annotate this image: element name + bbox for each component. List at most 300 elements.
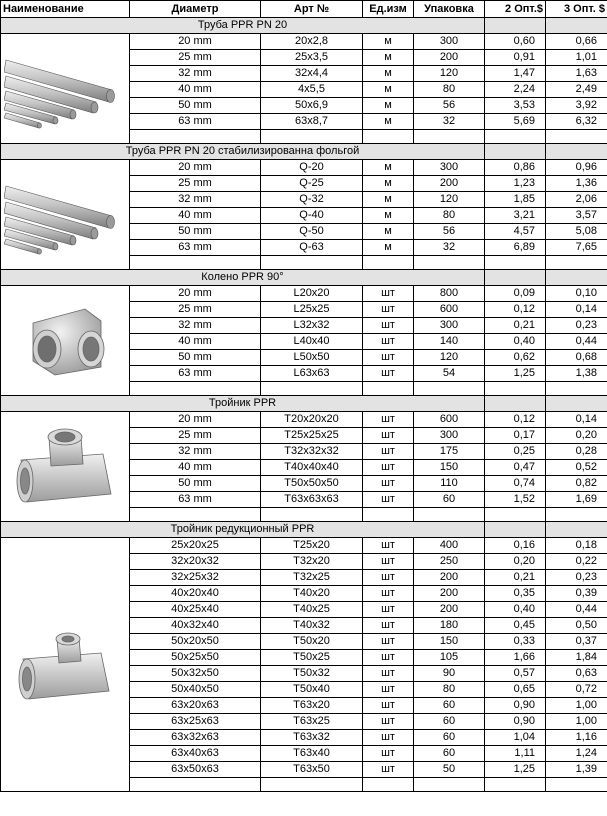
pack-cell: 90 bbox=[414, 666, 485, 682]
unit-cell: шт bbox=[363, 444, 414, 460]
pack-cell: 32 bbox=[414, 240, 485, 256]
section-header-row bbox=[1, 270, 607, 286]
price2-cell: 5,69 bbox=[485, 114, 546, 130]
article-cell: L63x63 bbox=[261, 366, 363, 382]
diameter-cell: 63x32x63 bbox=[130, 730, 261, 746]
price3-cell: 1,00 bbox=[546, 714, 607, 730]
price2-cell: 0,33 bbox=[485, 634, 546, 650]
section-fill-cell bbox=[485, 144, 546, 160]
section-fill-cell bbox=[485, 396, 546, 412]
price2-cell: 0,90 bbox=[485, 714, 546, 730]
price2-cell: 0,09 bbox=[485, 286, 546, 302]
diameter-cell: 63 mm bbox=[130, 492, 261, 508]
price3-cell: 2,49 bbox=[546, 82, 607, 98]
price3-cell: 0,50 bbox=[546, 618, 607, 634]
article-cell: 63x8,7 bbox=[261, 114, 363, 130]
pack-cell: 50 bbox=[414, 762, 485, 778]
price3-cell: 0,63 bbox=[546, 666, 607, 682]
unit-cell: м bbox=[363, 176, 414, 192]
section-fill-cell bbox=[546, 18, 607, 34]
empty-cell bbox=[363, 130, 414, 144]
price3-cell: 0,28 bbox=[546, 444, 607, 460]
unit-cell: шт bbox=[363, 714, 414, 730]
pack-cell: 180 bbox=[414, 618, 485, 634]
empty-cell bbox=[546, 130, 607, 144]
price3-cell: 0,96 bbox=[546, 160, 607, 176]
diameter-cell: 32x20x32 bbox=[130, 554, 261, 570]
price2-cell: 0,47 bbox=[485, 460, 546, 476]
price3-cell: 0,44 bbox=[546, 602, 607, 618]
unit-cell: шт bbox=[363, 302, 414, 318]
price2-cell: 0,12 bbox=[485, 302, 546, 318]
unit-cell: шт bbox=[363, 602, 414, 618]
empty-cell bbox=[414, 508, 485, 522]
diameter-cell: 50x25x50 bbox=[130, 650, 261, 666]
unit-cell: шт bbox=[363, 682, 414, 698]
article-cell: 32x4,4 bbox=[261, 66, 363, 82]
price3-cell: 7,65 bbox=[546, 240, 607, 256]
diameter-cell: 63x40x63 bbox=[130, 746, 261, 762]
price3-cell: 0,18 bbox=[546, 538, 607, 554]
article-cell: L20x20 bbox=[261, 286, 363, 302]
empty-cell bbox=[546, 508, 607, 522]
diameter-cell: 63x50x63 bbox=[130, 762, 261, 778]
article-cell: T50x32 bbox=[261, 666, 363, 682]
price2-cell: 1,52 bbox=[485, 492, 546, 508]
pack-cell: 140 bbox=[414, 334, 485, 350]
price3-cell: 0,82 bbox=[546, 476, 607, 492]
unit-cell: шт bbox=[363, 350, 414, 366]
article-cell: T63x32 bbox=[261, 730, 363, 746]
col-diameter-header: Диаметр bbox=[130, 1, 261, 18]
price2-cell: 0,60 bbox=[485, 34, 546, 50]
price2-cell: 1,04 bbox=[485, 730, 546, 746]
pack-cell: 60 bbox=[414, 746, 485, 762]
price2-cell: 1,11 bbox=[485, 746, 546, 762]
price3-cell: 0,20 bbox=[546, 428, 607, 444]
unit-cell: шт bbox=[363, 762, 414, 778]
price3-cell: 2,06 bbox=[546, 192, 607, 208]
pack-cell: 80 bbox=[414, 682, 485, 698]
article-cell: 25x3,5 bbox=[261, 50, 363, 66]
pack-cell: 80 bbox=[414, 82, 485, 98]
col-pack-header: Упаковка bbox=[414, 1, 485, 18]
price3-cell: 1,39 bbox=[546, 762, 607, 778]
article-cell: 4x5,5 bbox=[261, 82, 363, 98]
unit-cell: шт bbox=[363, 698, 414, 714]
diameter-cell: 40x32x40 bbox=[130, 618, 261, 634]
diameter-cell: 32 mm bbox=[130, 192, 261, 208]
article-cell: T40x40x40 bbox=[261, 460, 363, 476]
diameter-cell: 32 mm bbox=[130, 444, 261, 460]
diameter-cell: 20 mm bbox=[130, 34, 261, 50]
section-fill-cell bbox=[485, 270, 546, 286]
unit-cell: м bbox=[363, 208, 414, 224]
price3-cell: 0,68 bbox=[546, 350, 607, 366]
empty-cell bbox=[261, 382, 363, 396]
empty-cell bbox=[363, 778, 414, 792]
price2-cell: 0,90 bbox=[485, 698, 546, 714]
price2-cell: 3,53 bbox=[485, 98, 546, 114]
price2-cell: 1,85 bbox=[485, 192, 546, 208]
price2-cell: 0,21 bbox=[485, 318, 546, 334]
section-fill-cell bbox=[546, 270, 607, 286]
price3-cell: 0,14 bbox=[546, 302, 607, 318]
col-price2-header: 2 Опт.$ bbox=[485, 1, 546, 18]
product-image-cell bbox=[1, 538, 130, 792]
price3-cell: 1,63 bbox=[546, 66, 607, 82]
price2-cell: 1,23 bbox=[485, 176, 546, 192]
unit-cell: м bbox=[363, 98, 414, 114]
price2-cell: 0,40 bbox=[485, 602, 546, 618]
product-image-cell bbox=[1, 160, 130, 270]
section-title: Тройник редукционный PPR bbox=[1, 522, 485, 538]
diameter-cell: 63 mm bbox=[130, 114, 261, 130]
article-cell: T63x25 bbox=[261, 714, 363, 730]
unit-cell: шт bbox=[363, 746, 414, 762]
article-cell: T32x20 bbox=[261, 554, 363, 570]
empty-cell bbox=[130, 256, 261, 270]
empty-cell bbox=[414, 382, 485, 396]
price2-cell: 1,66 bbox=[485, 650, 546, 666]
price3-cell: 1,00 bbox=[546, 698, 607, 714]
price3-cell: 3,92 bbox=[546, 98, 607, 114]
article-cell: T63x20 bbox=[261, 698, 363, 714]
price2-cell: 0,62 bbox=[485, 350, 546, 366]
price2-cell: 0,65 bbox=[485, 682, 546, 698]
price3-cell: 5,08 bbox=[546, 224, 607, 240]
diameter-cell: 40x20x40 bbox=[130, 586, 261, 602]
section-header-row bbox=[1, 144, 607, 160]
price3-cell: 3,57 bbox=[546, 208, 607, 224]
article-cell: T63x40 bbox=[261, 746, 363, 762]
empty-cell bbox=[546, 382, 607, 396]
pack-cell: 150 bbox=[414, 634, 485, 650]
price2-cell: 1,25 bbox=[485, 366, 546, 382]
diameter-cell: 32 mm bbox=[130, 318, 261, 334]
article-cell: L50x50 bbox=[261, 350, 363, 366]
price3-cell: 0,66 bbox=[546, 34, 607, 50]
reducing-tee-image bbox=[13, 625, 117, 705]
empty-cell bbox=[130, 508, 261, 522]
price2-cell: 0,12 bbox=[485, 412, 546, 428]
price3-cell: 0,44 bbox=[546, 334, 607, 350]
pipe-image bbox=[4, 46, 126, 132]
diameter-cell: 25x20x25 bbox=[130, 538, 261, 554]
price3-cell: 0,14 bbox=[546, 412, 607, 428]
article-cell: Q-63 bbox=[261, 240, 363, 256]
diameter-cell: 25 mm bbox=[130, 302, 261, 318]
price2-cell: 1,47 bbox=[485, 66, 546, 82]
section-title: Тройник PPR bbox=[1, 396, 485, 412]
pack-cell: 200 bbox=[414, 602, 485, 618]
empty-cell bbox=[414, 130, 485, 144]
empty-cell bbox=[485, 256, 546, 270]
article-cell: L25x25 bbox=[261, 302, 363, 318]
price3-cell: 0,37 bbox=[546, 634, 607, 650]
diameter-cell: 20 mm bbox=[130, 286, 261, 302]
unit-cell: м bbox=[363, 82, 414, 98]
empty-cell bbox=[414, 256, 485, 270]
col-article-header: Арт № bbox=[261, 1, 363, 18]
empty-cell bbox=[261, 130, 363, 144]
tee-image bbox=[11, 424, 119, 510]
pack-cell: 200 bbox=[414, 570, 485, 586]
unit-cell: шт bbox=[363, 570, 414, 586]
diameter-cell: 50 mm bbox=[130, 224, 261, 240]
diameter-cell: 25 mm bbox=[130, 428, 261, 444]
section-fill-cell bbox=[546, 396, 607, 412]
unit-cell: м bbox=[363, 160, 414, 176]
diameter-cell: 50 mm bbox=[130, 350, 261, 366]
price2-cell: 4,57 bbox=[485, 224, 546, 240]
price2-cell: 0,86 bbox=[485, 160, 546, 176]
header-row bbox=[1, 1, 607, 18]
pack-cell: 175 bbox=[414, 444, 485, 460]
empty-cell bbox=[485, 382, 546, 396]
diameter-cell: 20 mm bbox=[130, 412, 261, 428]
pack-cell: 54 bbox=[414, 366, 485, 382]
pack-cell: 200 bbox=[414, 176, 485, 192]
pack-cell: 400 bbox=[414, 538, 485, 554]
section-title: Колено PPR 90° bbox=[1, 270, 485, 286]
price3-cell: 0,10 bbox=[546, 286, 607, 302]
price3-cell: 1,24 bbox=[546, 746, 607, 762]
unit-cell: шт bbox=[363, 538, 414, 554]
pack-cell: 60 bbox=[414, 714, 485, 730]
price3-cell: 6,32 bbox=[546, 114, 607, 130]
article-cell: 20x2,8 bbox=[261, 34, 363, 50]
table-row bbox=[1, 412, 607, 428]
diameter-cell: 50x40x50 bbox=[130, 682, 261, 698]
price2-cell: 0,74 bbox=[485, 476, 546, 492]
price2-cell: 6,89 bbox=[485, 240, 546, 256]
unit-cell: шт bbox=[363, 286, 414, 302]
empty-cell bbox=[363, 508, 414, 522]
diameter-cell: 63x25x63 bbox=[130, 714, 261, 730]
unit-cell: шт bbox=[363, 412, 414, 428]
col-price3-header: 3 Опт. $ bbox=[546, 1, 607, 18]
empty-cell bbox=[130, 778, 261, 792]
pack-cell: 300 bbox=[414, 318, 485, 334]
price3-cell: 0,39 bbox=[546, 586, 607, 602]
article-cell: 50x6,9 bbox=[261, 98, 363, 114]
price2-cell: 0,16 bbox=[485, 538, 546, 554]
empty-cell bbox=[363, 256, 414, 270]
unit-cell: шт bbox=[363, 650, 414, 666]
section-fill-cell bbox=[485, 522, 546, 538]
article-cell: Q-20 bbox=[261, 160, 363, 176]
article-cell: T50x50x50 bbox=[261, 476, 363, 492]
article-cell: T50x25 bbox=[261, 650, 363, 666]
article-cell: T25x25x25 bbox=[261, 428, 363, 444]
elbow-image bbox=[15, 301, 115, 381]
product-image-cell bbox=[1, 34, 130, 144]
price2-cell: 0,21 bbox=[485, 570, 546, 586]
empty-cell bbox=[485, 778, 546, 792]
diameter-cell: 40 mm bbox=[130, 460, 261, 476]
article-cell: T20x20x20 bbox=[261, 412, 363, 428]
product-image-cell bbox=[1, 286, 130, 396]
article-cell: T40x32 bbox=[261, 618, 363, 634]
diameter-cell: 32 mm bbox=[130, 66, 261, 82]
price3-cell: 1,16 bbox=[546, 730, 607, 746]
pack-cell: 250 bbox=[414, 554, 485, 570]
unit-cell: шт bbox=[363, 586, 414, 602]
empty-cell bbox=[546, 256, 607, 270]
price2-cell: 0,17 bbox=[485, 428, 546, 444]
price2-cell: 2,24 bbox=[485, 82, 546, 98]
price3-cell: 1,38 bbox=[546, 366, 607, 382]
price3-cell: 0,23 bbox=[546, 570, 607, 586]
pack-cell: 600 bbox=[414, 302, 485, 318]
article-cell: T32x32x32 bbox=[261, 444, 363, 460]
article-cell: T25x20 bbox=[261, 538, 363, 554]
diameter-cell: 50x32x50 bbox=[130, 666, 261, 682]
article-cell: Q-32 bbox=[261, 192, 363, 208]
unit-cell: м bbox=[363, 114, 414, 130]
price2-cell: 0,91 bbox=[485, 50, 546, 66]
section-title: Труба PPR PN 20 bbox=[1, 18, 485, 34]
table-row bbox=[1, 160, 607, 176]
article-cell: T40x25 bbox=[261, 602, 363, 618]
diameter-cell: 20 mm bbox=[130, 160, 261, 176]
empty-cell bbox=[130, 130, 261, 144]
price3-cell: 0,72 bbox=[546, 682, 607, 698]
pack-cell: 56 bbox=[414, 224, 485, 240]
article-cell: T50x40 bbox=[261, 682, 363, 698]
diameter-cell: 40 mm bbox=[130, 82, 261, 98]
product-image-cell bbox=[1, 412, 130, 522]
diameter-cell: 25 mm bbox=[130, 50, 261, 66]
diameter-cell: 40x25x40 bbox=[130, 602, 261, 618]
diameter-cell: 63 mm bbox=[130, 240, 261, 256]
pack-cell: 300 bbox=[414, 34, 485, 50]
section-fill-cell bbox=[485, 18, 546, 34]
empty-cell bbox=[485, 130, 546, 144]
diameter-cell: 63x20x63 bbox=[130, 698, 261, 714]
price3-cell: 0,23 bbox=[546, 318, 607, 334]
unit-cell: шт bbox=[363, 618, 414, 634]
col-unit-header: Ед.изм bbox=[363, 1, 414, 18]
article-cell: Q-25 bbox=[261, 176, 363, 192]
section-title: Труба PPR PN 20 стабилизированна фольгой bbox=[1, 144, 485, 160]
article-cell: T63x50 bbox=[261, 762, 363, 778]
table-row bbox=[1, 286, 607, 302]
pack-cell: 600 bbox=[414, 412, 485, 428]
unit-cell: м bbox=[363, 50, 414, 66]
pack-cell: 120 bbox=[414, 192, 485, 208]
pack-cell: 120 bbox=[414, 66, 485, 82]
unit-cell: шт bbox=[363, 634, 414, 650]
price3-cell: 0,52 bbox=[546, 460, 607, 476]
unit-cell: м bbox=[363, 66, 414, 82]
table-row bbox=[1, 538, 607, 554]
price2-cell: 0,20 bbox=[485, 554, 546, 570]
table-row bbox=[1, 34, 607, 50]
pack-cell: 32 bbox=[414, 114, 485, 130]
empty-cell bbox=[363, 382, 414, 396]
unit-cell: шт bbox=[363, 318, 414, 334]
empty-cell bbox=[485, 508, 546, 522]
unit-cell: м bbox=[363, 240, 414, 256]
unit-cell: шт bbox=[363, 428, 414, 444]
empty-cell bbox=[546, 778, 607, 792]
pack-cell: 300 bbox=[414, 428, 485, 444]
empty-cell bbox=[130, 382, 261, 396]
article-cell: T63x63x63 bbox=[261, 492, 363, 508]
pack-cell: 300 bbox=[414, 160, 485, 176]
unit-cell: м bbox=[363, 192, 414, 208]
empty-cell bbox=[261, 508, 363, 522]
unit-cell: м bbox=[363, 34, 414, 50]
col-name-header: Наименование bbox=[1, 1, 130, 18]
price3-cell: 0,22 bbox=[546, 554, 607, 570]
diameter-cell: 50 mm bbox=[130, 476, 261, 492]
article-cell: T50x20 bbox=[261, 634, 363, 650]
empty-cell bbox=[261, 778, 363, 792]
unit-cell: шт bbox=[363, 334, 414, 350]
pack-cell: 200 bbox=[414, 586, 485, 602]
pack-cell: 120 bbox=[414, 350, 485, 366]
pack-cell: 150 bbox=[414, 460, 485, 476]
pack-cell: 105 bbox=[414, 650, 485, 666]
price3-cell: 1,84 bbox=[546, 650, 607, 666]
diameter-cell: 63 mm bbox=[130, 366, 261, 382]
article-cell: L40x40 bbox=[261, 334, 363, 350]
unit-cell: шт bbox=[363, 460, 414, 476]
price3-cell: 1,36 bbox=[546, 176, 607, 192]
pack-cell: 200 bbox=[414, 50, 485, 66]
unit-cell: шт bbox=[363, 666, 414, 682]
diameter-cell: 50 mm bbox=[130, 98, 261, 114]
article-cell: Q-50 bbox=[261, 224, 363, 240]
pack-cell: 60 bbox=[414, 492, 485, 508]
section-fill-cell bbox=[546, 144, 607, 160]
diameter-cell: 32x25x32 bbox=[130, 570, 261, 586]
pack-cell: 110 bbox=[414, 476, 485, 492]
pack-cell: 60 bbox=[414, 730, 485, 746]
price2-cell: 0,45 bbox=[485, 618, 546, 634]
section-header-row bbox=[1, 522, 607, 538]
pipe-image bbox=[4, 172, 126, 258]
unit-cell: шт bbox=[363, 730, 414, 746]
diameter-cell: 40 mm bbox=[130, 334, 261, 350]
price2-cell: 0,25 bbox=[485, 444, 546, 460]
price2-cell: 1,25 bbox=[485, 762, 546, 778]
unit-cell: шт bbox=[363, 366, 414, 382]
empty-cell bbox=[261, 256, 363, 270]
price2-cell: 3,21 bbox=[485, 208, 546, 224]
price3-cell: 1,01 bbox=[546, 50, 607, 66]
price3-cell: 1,69 bbox=[546, 492, 607, 508]
pack-cell: 80 bbox=[414, 208, 485, 224]
empty-cell bbox=[414, 778, 485, 792]
diameter-cell: 50x20x50 bbox=[130, 634, 261, 650]
pack-cell: 56 bbox=[414, 98, 485, 114]
unit-cell: шт bbox=[363, 492, 414, 508]
price2-cell: 0,57 bbox=[485, 666, 546, 682]
article-cell: L32x32 bbox=[261, 318, 363, 334]
price2-cell: 0,35 bbox=[485, 586, 546, 602]
unit-cell: м bbox=[363, 224, 414, 240]
article-cell: T40x20 bbox=[261, 586, 363, 602]
unit-cell: шт bbox=[363, 476, 414, 492]
diameter-cell: 40 mm bbox=[130, 208, 261, 224]
section-fill-cell bbox=[546, 522, 607, 538]
section-header-row bbox=[1, 18, 607, 34]
article-cell: T32x25 bbox=[261, 570, 363, 586]
